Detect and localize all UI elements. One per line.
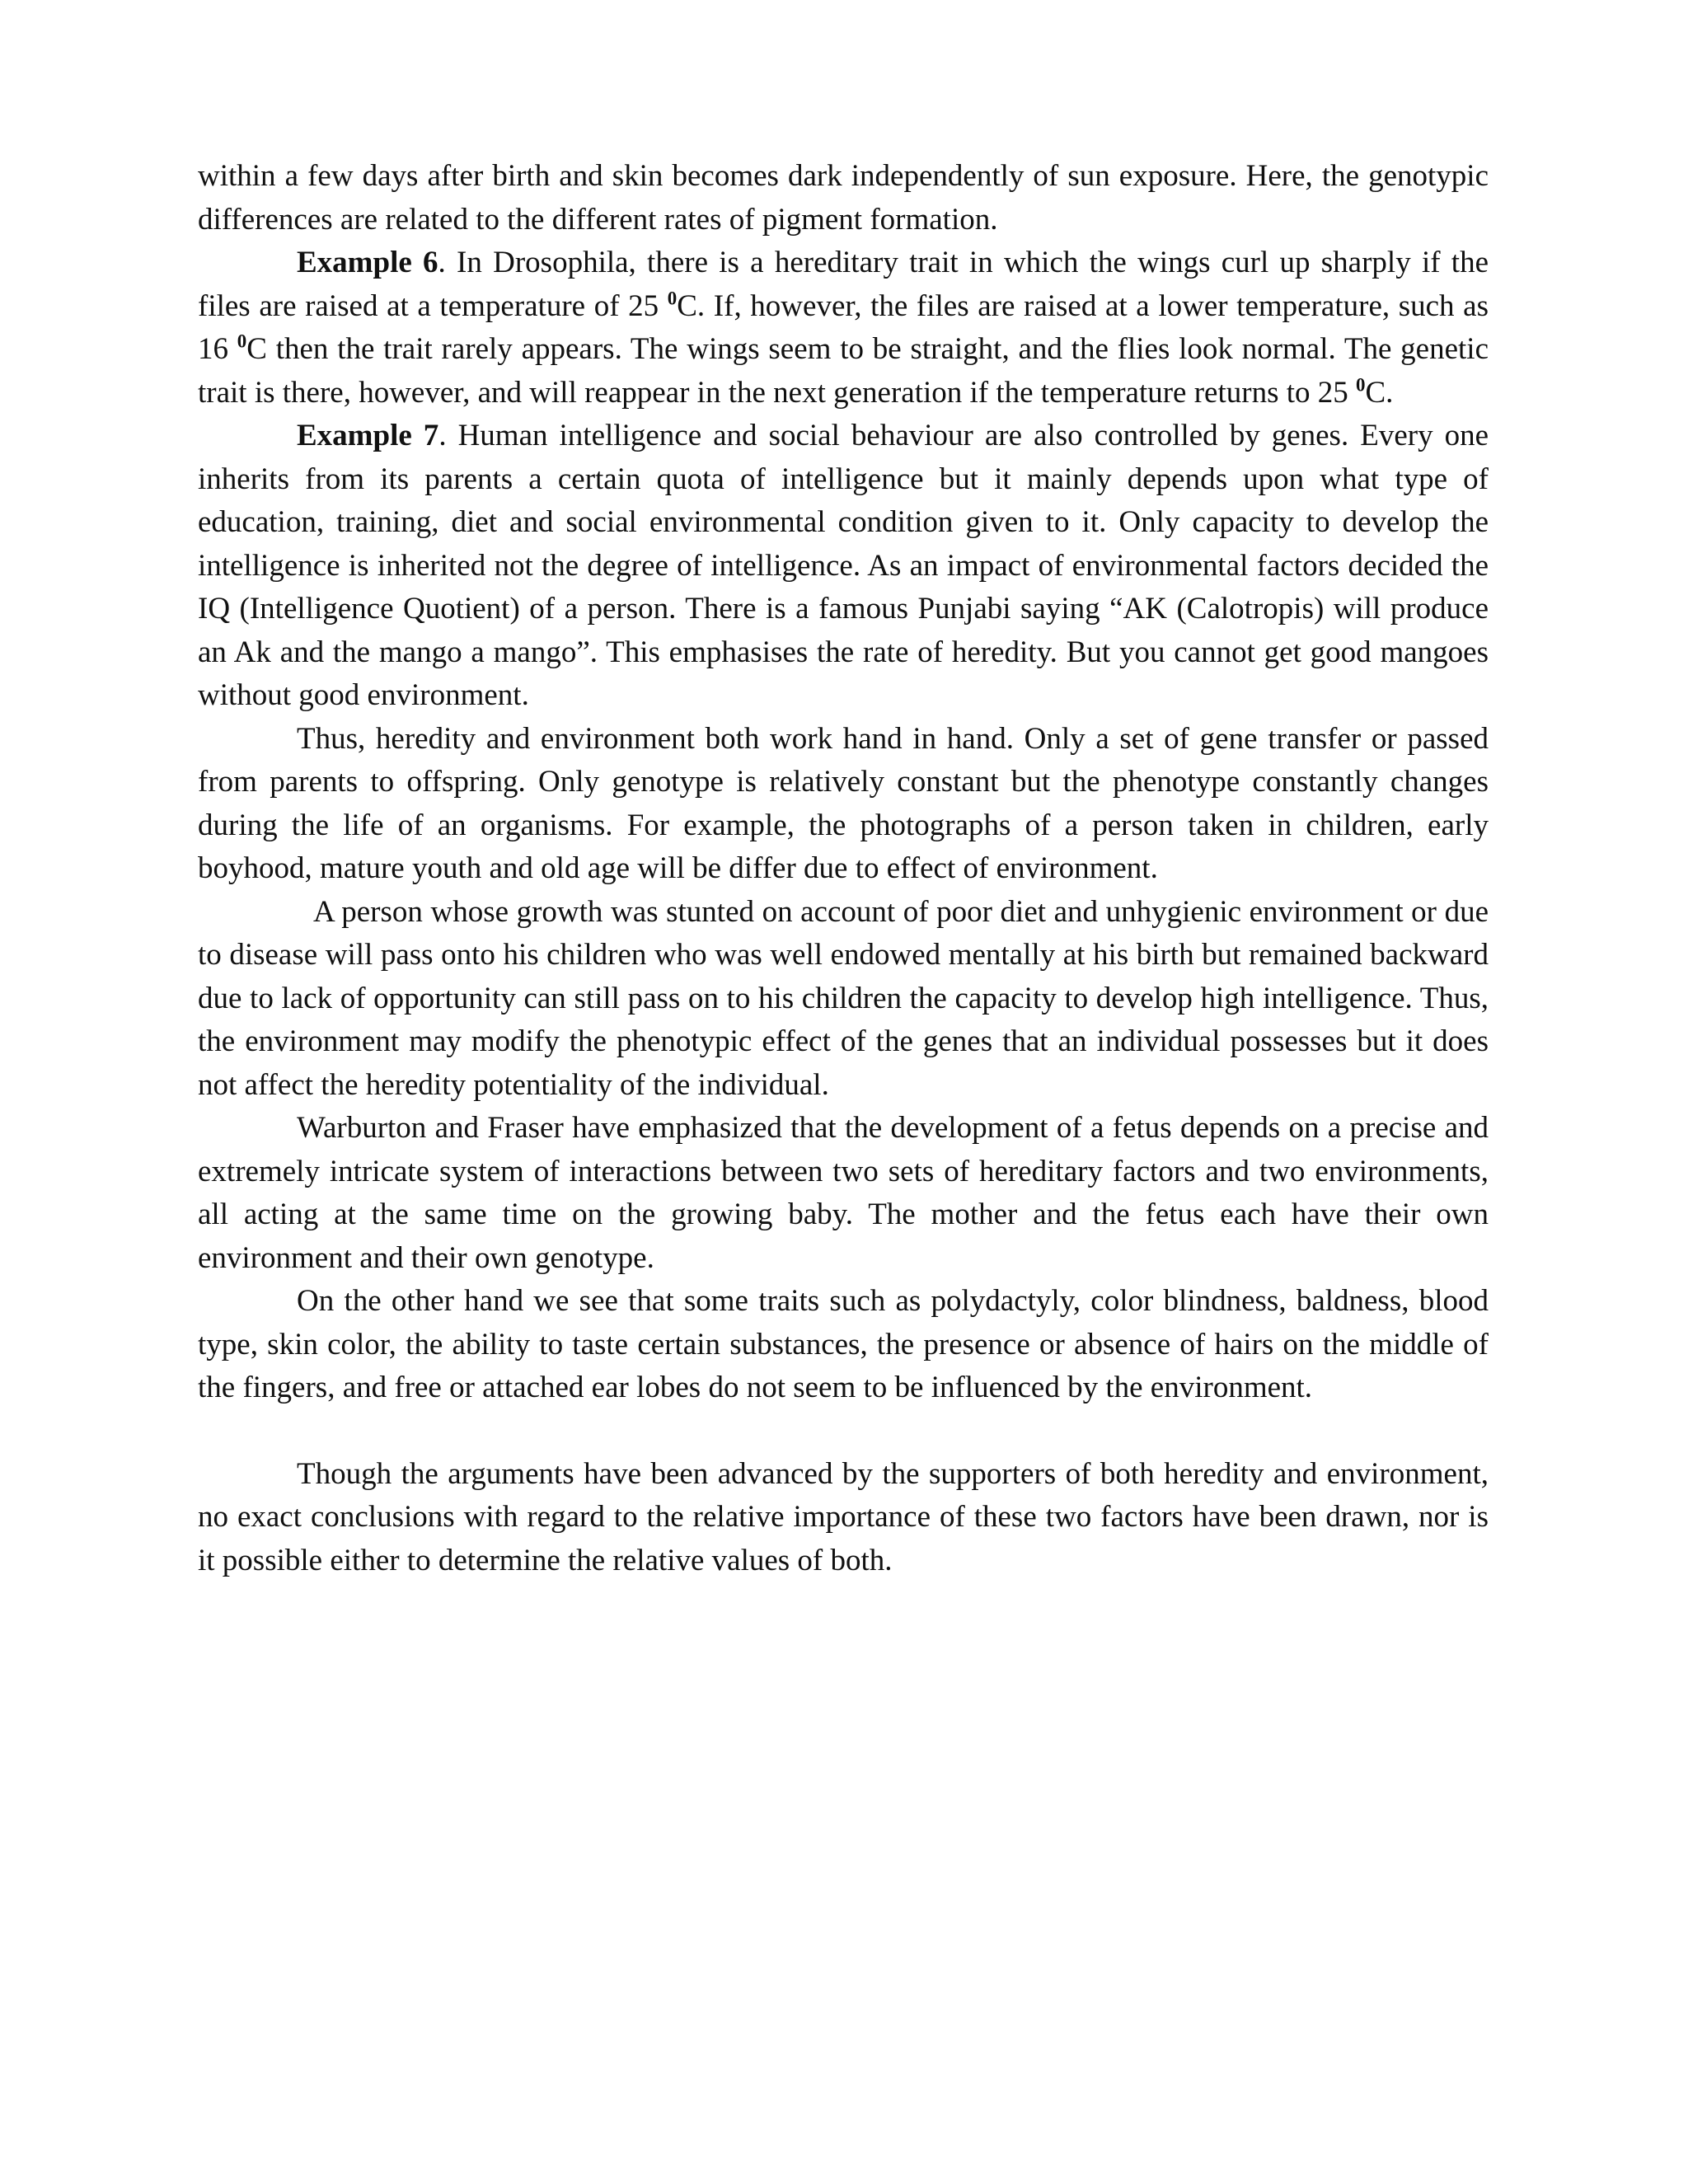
example-6-text-1: . In Drosophila, there is a hereditary trait in which the wings curl up sharply if the files are raised at a temperature of 25 — [198, 246, 1489, 323]
paragraph-heredity-environment — [198, 718, 1489, 891]
paragraph-stunted-growth — [198, 891, 1489, 1108]
document-page — [198, 155, 1489, 1582]
degree-mark: 0 — [667, 288, 678, 309]
paragraph-7-text: On the other hand we see that some traits such as polydactyly, color blindness, baldness, blood type, skin color, the ability to taste certain substances, the presence or absence of hairs on the middle of the fingers, and free or attached ear lobes do not seem to be influenced by the environment. — [198, 1284, 1489, 1404]
paragraph-warburton-fraser — [198, 1107, 1489, 1280]
example-6-label: Example 6 — [297, 246, 438, 279]
paragraph-conclusion — [198, 1453, 1489, 1583]
paragraph-4-text: Thus, heredity and environment both work hand in hand. Only a set of gene transfer or passed from parents to offspring. Only genotype is relatively constant but the phenotype constantly changes during the life of an organisms. For example, the photographs of a person taken in children, early boyhood, mature youth and old age will be differ due to effect of environment. — [198, 721, 1489, 885]
degree-mark: 0 — [237, 330, 247, 352]
paragraph-6-text: Warburton and Fraser have emphasized that the development of a fetus depends on a precise and extremely intricate system of interactions between two sets of hereditary factors and two environments, all acting at the same time on the growing baby. The mother and the fetus each have their own environment and their own genotype. — [198, 1111, 1489, 1275]
degree-mark: 0 — [1356, 374, 1366, 396]
paragraph-8-text: Though the arguments have been advanced by the supporters of both heredity and environment, no exact conclusions with regard to the relative importance of these two factors have been drawn, nor is it possible either to determine the relative values of both. — [198, 1456, 1489, 1577]
paragraph-example-6 — [198, 241, 1489, 415]
paragraph-1-text: within a few days after birth and skin becomes dark independently of sun exposure. Here, the genotypic differences are related to the different rates of pigment formation. — [198, 159, 1489, 237]
example-7-text: . Human intelligence and social behaviour are also controlled by genes. Every one inherits from its parents a certain quota of intelligence but it mainly depends upon what type of education, training, diet and social environmental condition given to it. Only capacity to develop the intelligence is inherited not the degree of intelligence. As an impact of environmental factors decided the IQ (Intelligence Quotient) of a person. There is a famous Punjabi saying “AK (Calotropis) will produce an Ak and the mango a mango”. This emphasises the rate of heredity. But you cannot get good mangoes without good environment. — [198, 419, 1489, 712]
paragraph-1 — [198, 155, 1489, 241]
example-6-text-4: C. — [1365, 375, 1394, 410]
paragraph-5-text: A person whose growth was stunted on account of poor diet and unhygienic environment or due to disease will pass onto his children who was well endowed mentally at his birth but remained backward due to lack of opportunity can still pass on to his children the capacity to develop high intelligence. Thus, the environment may modify the phenotypic effect of the genes that an individual possesses but it does not affect the heredity potentiality of the individual. — [198, 894, 1489, 1102]
paragraph-traits — [198, 1280, 1489, 1410]
example-7-label: Example 7 — [297, 419, 439, 452]
example-6-text-2: C. If, however, the files are raised at a lower temperature, such as 16 — [198, 288, 1489, 366]
example-6-text-3: C then the trait rarely appears. The wings seem to be straight, and the flies look normal. The genetic trait is there, however, and will reappear in the next generation if the temperature returns to 25 — [198, 332, 1489, 410]
paragraph-example-7 — [198, 415, 1489, 718]
